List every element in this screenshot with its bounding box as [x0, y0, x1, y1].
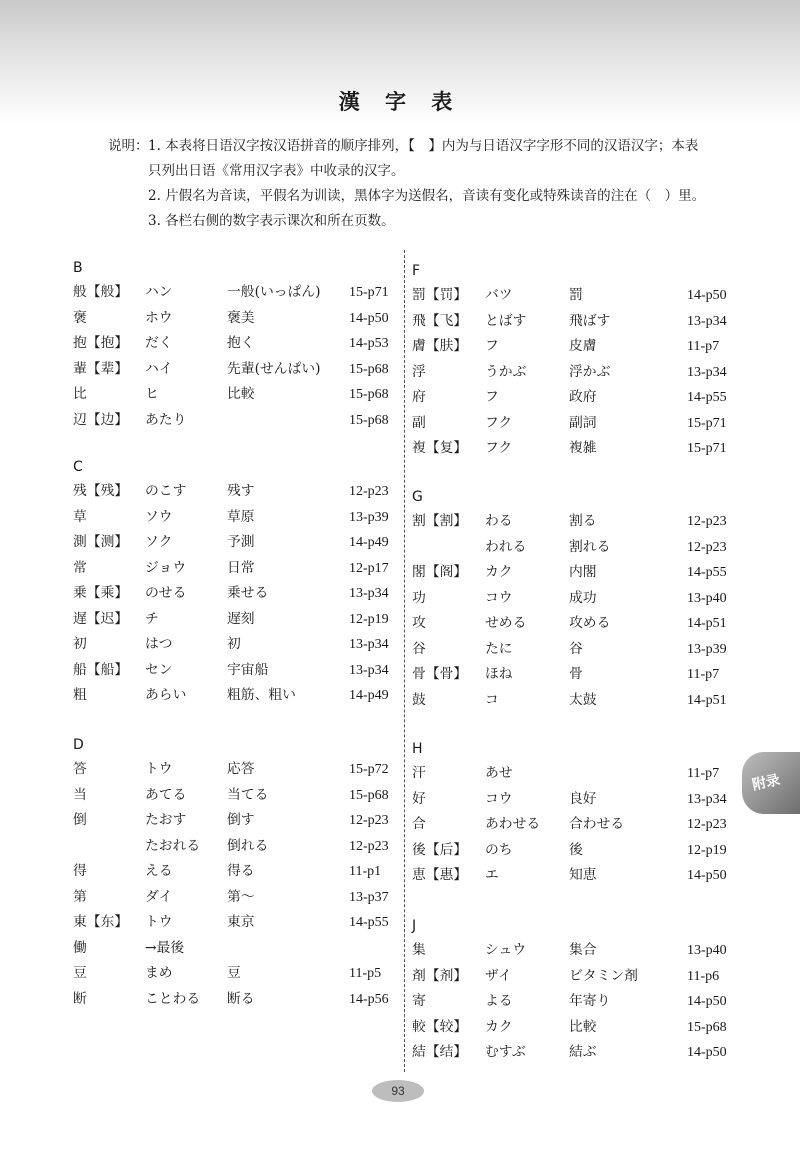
column-divider	[404, 250, 406, 1072]
entry-reading: バツ	[485, 287, 513, 303]
entry-kanji: 寄	[412, 993, 426, 1009]
entry-ref: 11-p7	[687, 667, 720, 682]
entry-word: 成功	[569, 589, 597, 606]
entry-reading: うかぶ	[485, 363, 527, 380]
entry-ref: 14-p49	[349, 535, 389, 550]
kanji-entry	[412, 964, 720, 990]
entry-word: 政府	[569, 389, 597, 405]
entry-word: 抱く	[227, 335, 255, 351]
entry-ref: 12-p23	[687, 539, 727, 555]
entry-word: 倒れる	[227, 837, 269, 854]
entry-word: 比較	[227, 386, 255, 402]
entry-reading: カク	[485, 564, 513, 580]
entry-reading: あてる	[145, 786, 187, 803]
entry-kanji: 府	[412, 389, 426, 405]
entry-word: 粗筋、粗い	[227, 687, 296, 703]
entry-reading: のせる	[145, 585, 187, 601]
entry-reading: われる	[485, 538, 527, 555]
kanji-entry	[412, 560, 727, 586]
kanji-entry	[412, 761, 720, 787]
entry-reading: ハン	[145, 284, 173, 300]
entry-word: 後	[569, 841, 583, 858]
note-line: 3. 各栏右侧的数字表示课次和所在页数。	[148, 213, 395, 229]
entry-kanji: 合	[412, 816, 426, 832]
kanji-entry	[73, 808, 389, 834]
entry-word: 太鼓	[569, 691, 597, 708]
entry-word: 断る	[227, 990, 255, 1007]
entry-word: 先輩(せんぱい)	[227, 360, 321, 377]
entry-kanji: 遅【迟】	[73, 610, 129, 627]
section-letter: B	[73, 260, 83, 276]
entry-ref: 13-p40	[687, 943, 727, 958]
note-line: 2. 片假名为音读，平假名为训读，黑体字为送假名，音读有变化或特殊读音的注在（ ）里。	[148, 188, 706, 204]
entry-kanji: 複【复】	[412, 440, 468, 456]
entry-reading: ダイ	[145, 888, 173, 905]
kanji-entry	[73, 581, 389, 607]
entry-ref: 11-p7	[687, 339, 720, 354]
kanji-entry	[412, 838, 727, 864]
entry-ref: 15-p71	[349, 285, 389, 300]
kanji-entry	[412, 812, 727, 838]
entry-word: 褒美	[227, 309, 255, 326]
note-text: 1. 本表将日语汉字按汉语拼音的顺序排列，【 】内为与日语汉字字形不同的汉语汉字；本表	[148, 138, 699, 154]
entry-reading: ザイ	[485, 967, 512, 984]
entry-word: 遅刻	[227, 610, 255, 627]
entry-reading: あたり	[145, 411, 187, 428]
section-j	[412, 914, 727, 1066]
entry-kanji: 較【较】	[412, 1018, 468, 1035]
kanji-entry	[73, 658, 389, 684]
kanji-entry	[412, 586, 727, 612]
entry-word: 比較	[569, 1018, 597, 1035]
kanji-entry	[412, 283, 727, 309]
entry-kanji: 谷	[412, 640, 426, 657]
entry-kanji: 功	[412, 589, 426, 606]
entry-ref: 15-p68	[349, 787, 389, 803]
entry-reading: フク	[485, 414, 513, 431]
entry-word: 応答	[227, 761, 255, 777]
entry-word: 複雑	[569, 440, 597, 456]
kanji-entry	[412, 1040, 727, 1066]
entry-reading: たおれる	[145, 837, 201, 854]
kanji-entry	[412, 360, 727, 386]
entry-ref: 15-p71	[687, 441, 727, 456]
kanji-entry	[73, 632, 389, 658]
entry-ref: 14-p51	[687, 616, 727, 631]
entry-kanji: 剤【剂】	[412, 967, 468, 984]
section-d	[73, 733, 389, 1012]
entry-reading: トウ	[145, 914, 173, 930]
kanji-entry	[73, 556, 389, 582]
page-number: 93	[372, 1080, 424, 1102]
entry-kanji: 抱【抱】	[73, 335, 129, 351]
entry-ref: 12-p19	[349, 611, 389, 627]
notes	[108, 134, 705, 234]
entry-word: 予測	[227, 534, 255, 550]
entry-kanji: 閣【阁】	[412, 564, 468, 580]
entry-kanji: 東【东】	[73, 914, 129, 930]
entry-reading: →最後	[145, 939, 185, 956]
entry-kanji: 第	[73, 888, 87, 905]
entry-ref: 14-p49	[349, 688, 389, 703]
entry-reading: コ	[485, 691, 499, 708]
entry-kanji: 褒	[73, 309, 87, 326]
entry-ref: 15-p68	[349, 361, 389, 377]
entry-ref: 14-p56	[349, 991, 389, 1007]
kanji-entry	[412, 385, 727, 411]
entry-kanji: 答	[73, 761, 87, 777]
kanji-entry	[412, 436, 727, 462]
entry-reading: エ	[485, 867, 499, 883]
entry-kanji: 飛【飞】	[412, 312, 468, 329]
kanji-entry	[73, 885, 389, 911]
kanji-entry	[412, 535, 727, 561]
entry-word: 結ぶ	[569, 1044, 597, 1060]
entry-reading: ソク	[145, 534, 173, 550]
entry-ref: 14-p53	[349, 336, 389, 351]
entry-reading: ヒ	[145, 386, 159, 402]
entry-ref: 11-p7	[687, 766, 720, 781]
entry-kanji: 副	[412, 414, 426, 431]
entry-reading: える	[145, 863, 173, 879]
entry-word: 日常	[227, 559, 255, 576]
note-line	[108, 134, 705, 159]
entry-reading: コウ	[485, 589, 513, 606]
entry-word: 乗せる	[227, 585, 269, 601]
entry-ref: 12-p23	[349, 484, 389, 499]
entry-word: 初	[227, 636, 241, 652]
entry-reading: あらい	[145, 687, 187, 703]
entry-reading: よる	[485, 993, 513, 1009]
entry-word: ビタミン剤	[569, 967, 638, 984]
entry-kanji: 初	[73, 636, 87, 652]
entry-reading: あわせる	[485, 816, 541, 832]
entry-ref: 13-p34	[349, 637, 389, 652]
entry-ref: 15-p71	[687, 415, 727, 431]
section-b	[73, 256, 389, 433]
entry-ref: 13-p37	[349, 889, 389, 905]
entry-ref: 12-p17	[349, 560, 389, 576]
entry-word: 副詞	[569, 414, 597, 431]
kanji-entry	[73, 757, 389, 783]
entry-reading: トウ	[145, 761, 173, 777]
section-letter: H	[412, 741, 423, 757]
kanji-entry	[73, 936, 185, 962]
appendix-tab-label: 附录	[750, 772, 782, 794]
entry-ref: 11-p1	[349, 864, 382, 879]
kanji-entry	[412, 1015, 727, 1041]
entry-kanji: 辺【边】	[73, 411, 129, 428]
entry-ref: 14-p50	[687, 868, 727, 883]
entry-kanji: 膚【肤】	[412, 338, 468, 354]
entry-kanji: 比	[73, 386, 87, 402]
entry-ref: 13-p39	[349, 509, 389, 525]
entry-word: 浮かぶ	[569, 363, 611, 380]
kanji-entry	[73, 783, 389, 809]
kanji-entry	[73, 607, 389, 633]
kanji-entry	[73, 530, 389, 556]
entry-kanji: 断	[73, 990, 87, 1007]
entry-kanji: 働	[73, 939, 87, 956]
entry-ref: 14-p55	[687, 565, 727, 580]
kanji-entry	[412, 509, 727, 535]
entry-ref: 14-p50	[687, 288, 727, 303]
kanji-entry	[412, 989, 727, 1015]
entry-kanji: 汗	[412, 765, 426, 781]
note-line: 只列出日语《常用汉字表》中收录的汉字。	[148, 163, 405, 179]
kanji-entry	[412, 334, 720, 360]
entry-kanji: 常	[73, 559, 87, 576]
entry-kanji: 乗【乘】	[73, 585, 129, 601]
entry-word: 東京	[227, 914, 255, 930]
entry-reading: むすぶ	[485, 1044, 526, 1060]
entry-ref: 12-p19	[687, 842, 727, 858]
kanji-entry	[73, 479, 389, 505]
page-title: 漢 字 表	[338, 90, 462, 114]
entry-ref: 11-p5	[349, 966, 382, 981]
entry-reading: コウ	[485, 790, 513, 807]
kanji-entry	[412, 411, 727, 437]
entry-reading: ハイ	[145, 360, 173, 377]
entry-word: 知恵	[569, 867, 597, 883]
kanji-entry	[73, 987, 389, 1013]
section-c	[73, 455, 389, 709]
kanji-entry	[73, 331, 389, 357]
section-g	[412, 485, 727, 713]
entry-reading: フク	[485, 440, 513, 456]
entry-word: 得る	[227, 863, 255, 879]
section-f	[412, 259, 727, 462]
entry-ref: 13-p34	[687, 313, 727, 329]
kanji-entry	[73, 859, 382, 885]
kanji-entry	[412, 611, 727, 637]
entry-ref: 14-p50	[687, 994, 727, 1009]
entry-reading: ことわる	[145, 990, 201, 1007]
entry-kanji: 輩【辈】	[73, 360, 129, 377]
entry-ref: 11-p6	[687, 968, 720, 984]
entry-kanji: 浮	[412, 363, 426, 380]
entry-word: 攻める	[569, 615, 611, 631]
entry-kanji: 鼓	[412, 691, 426, 708]
kanji-entry	[73, 306, 389, 332]
entry-word: 当てる	[227, 786, 269, 803]
entry-ref: 13-p34	[687, 364, 727, 380]
entry-word: 良好	[569, 790, 597, 807]
entry-word: 一般(いっぱん)	[227, 284, 321, 300]
entry-ref: 14-p55	[687, 390, 727, 405]
entry-kanji: 残【残】	[73, 483, 129, 499]
entry-ref: 15-p68	[687, 1019, 727, 1035]
entry-reading: シュウ	[485, 942, 527, 958]
entry-reading: あせ	[485, 765, 513, 781]
entry-reading: たに	[485, 640, 513, 657]
entry-kanji: 罰【罚】	[412, 287, 468, 303]
entry-word: 割れる	[569, 538, 611, 555]
entry-ref: 12-p23	[687, 514, 727, 529]
appendix-tab	[742, 752, 800, 814]
entry-word: 豆	[227, 965, 241, 981]
entry-reading: ホウ	[145, 309, 173, 326]
entry-kanji: 測【测】	[73, 534, 129, 550]
entry-reading: だく	[145, 335, 173, 351]
entry-ref: 12-p23	[687, 817, 727, 832]
entry-kanji: 倒	[73, 812, 87, 828]
entry-reading: フ	[485, 338, 499, 354]
entry-ref: 14-p51	[687, 692, 727, 708]
entry-reading: チ	[145, 610, 159, 627]
entry-reading: ほね	[485, 666, 513, 682]
kanji-entry	[73, 505, 389, 531]
section-h	[412, 737, 727, 889]
entry-kanji: 恵【惠】	[412, 867, 468, 883]
entry-ref: 12-p23	[349, 838, 389, 854]
entry-reading: まめ	[145, 965, 173, 981]
entry-kanji: 当	[73, 786, 87, 803]
entry-ref: 13-p39	[687, 641, 727, 657]
kanji-entry	[412, 688, 727, 714]
kanji-entry	[412, 637, 727, 663]
entry-kanji: 後【后】	[412, 841, 468, 858]
kanji-entry	[412, 662, 720, 688]
entry-kanji: 攻	[412, 615, 426, 631]
entry-kanji: 船【船】	[73, 661, 129, 678]
entry-reading: フ	[485, 389, 499, 405]
entry-word: 合わせる	[569, 816, 625, 832]
entry-kanji: 割【割】	[412, 513, 468, 529]
entry-ref: 13-p34	[349, 586, 389, 601]
entry-kanji: 草	[73, 508, 87, 525]
entry-ref: 15-p68	[349, 412, 389, 428]
entry-reading: はつ	[145, 636, 173, 652]
section-letter: J	[412, 918, 417, 934]
entry-word: 飛ばす	[569, 312, 611, 329]
kanji-entry	[412, 938, 727, 964]
entry-kanji: 好	[412, 790, 426, 807]
entry-word: 皮膚	[569, 338, 597, 354]
entry-reading: とばす	[485, 312, 527, 329]
entry-word: 残す	[227, 483, 255, 499]
entry-word: 罰	[569, 287, 583, 303]
note-prefix: 说明：	[108, 138, 149, 154]
entry-word: 内閣	[569, 564, 597, 580]
entry-ref: 15-p72	[349, 762, 389, 777]
entry-ref: 13-p34	[687, 791, 727, 807]
entry-kanji: 粗	[73, 687, 87, 703]
entry-ref: 14-p50	[349, 310, 389, 326]
kanji-entry	[412, 787, 727, 813]
entry-reading: のち	[485, 841, 513, 858]
entry-reading: わる	[485, 513, 513, 529]
section-letter: D	[73, 737, 84, 753]
entry-reading: セン	[145, 661, 173, 678]
kanji-entry	[412, 863, 727, 889]
section-letter: C	[73, 459, 83, 475]
entry-ref: 14-p50	[687, 1045, 727, 1060]
kanji-entry	[412, 309, 727, 335]
entry-kanji: 集	[412, 942, 426, 958]
kanji-entry	[73, 683, 389, 709]
section-letter: G	[412, 489, 423, 505]
entry-word: 年寄り	[569, 993, 611, 1009]
section-letter: F	[412, 263, 421, 279]
kanji-entry	[73, 910, 389, 936]
entry-ref: 12-p23	[349, 813, 389, 828]
entry-word: 割る	[569, 513, 597, 529]
entry-word: 集合	[569, 942, 597, 958]
entry-kanji: 結【结】	[412, 1044, 468, 1060]
kanji-entry	[73, 834, 389, 860]
entry-word: 第～	[227, 888, 255, 905]
entry-reading: せめる	[485, 615, 527, 631]
entry-reading: たおす	[145, 812, 187, 828]
entry-ref: 13-p40	[687, 590, 727, 606]
entry-kanji: 豆	[73, 965, 87, 981]
kanji-entry	[73, 408, 389, 434]
entry-word: 谷	[569, 640, 583, 657]
kanji-entry	[73, 357, 389, 383]
entry-kanji: 般【般】	[73, 284, 129, 300]
entry-reading: のこす	[145, 483, 187, 499]
entry-word: 倒す	[227, 812, 255, 828]
entry-word: 宇宙船	[227, 661, 269, 678]
entry-ref: 13-p34	[349, 662, 389, 678]
entry-reading: ジョウ	[145, 559, 187, 576]
entry-kanji: 得	[73, 863, 87, 879]
entry-ref: 15-p68	[349, 387, 389, 402]
entry-word: 骨	[569, 666, 583, 682]
entry-word: 草原	[227, 508, 255, 525]
kanji-entry	[73, 961, 382, 987]
kanji-entry	[73, 280, 389, 306]
entry-reading: ソウ	[145, 508, 173, 525]
kanji-entry	[73, 382, 389, 408]
entry-ref: 14-p55	[349, 915, 389, 930]
entry-kanji: 骨【骨】	[412, 666, 468, 682]
entry-reading: カク	[485, 1018, 513, 1035]
